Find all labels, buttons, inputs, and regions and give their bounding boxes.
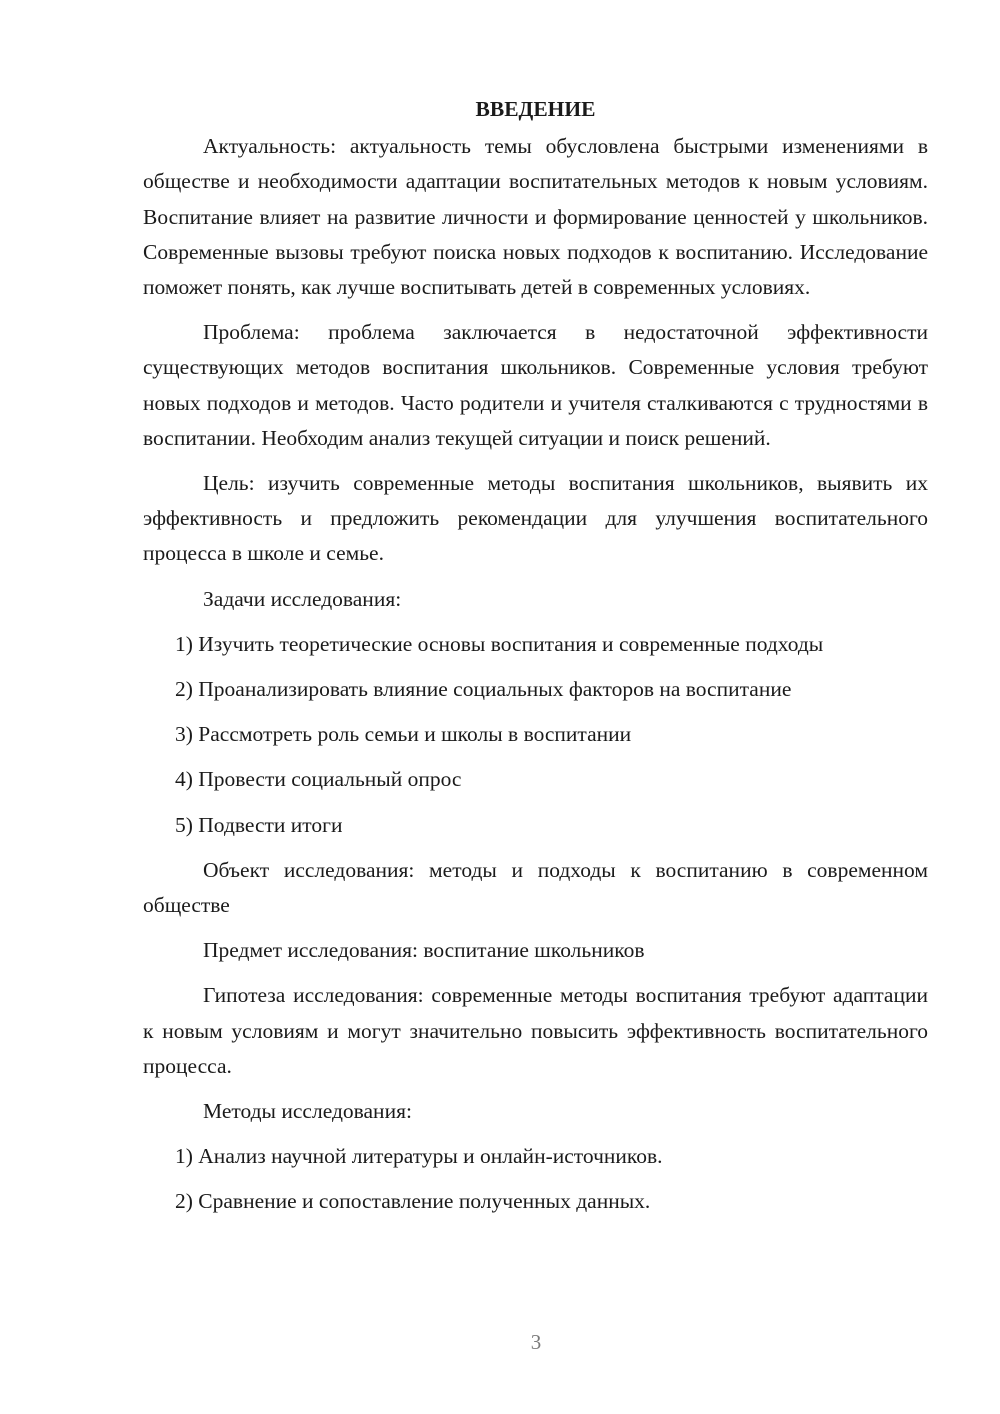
task-item: 2) Проанализировать влияние социальных факторов на воспитание [175, 677, 792, 702]
subject-paragraph: Предмет исследования: воспитание школьников [203, 938, 645, 963]
page-number: 3 [530, 1330, 542, 1354]
problem-paragraph: Проблема: проблема заключается в недостаточной эффективности существующих методов воспитания школьников. Современные условия требуют новых подходов и методов. Часто родители и учителя сталкиваются с трудностями в воспитании. Необходим анализ текущей ситуации и поиск решений. [143, 320, 928, 450]
section-title: ВВЕДЕНИЕ [475, 97, 596, 121]
relevance-paragraph: Актуальность: актуальность темы обусловлена быстрыми изменениями в обществе и необходимости адаптации воспитательных методов к новым условиям. Воспитание влияет на развитие личности и формирование ценностей у школьников. Современные вызовы требуют поиска новых подходов к воспитанию. Исследование поможет понять, как лучше воспитывать детей в современных условиях. [143, 134, 928, 300]
methods-list [143, 1139, 928, 1219]
goal-paragraph: Цель: изучить современные методы воспитания школьников, выявить их эффективность и предложить рекомендации для улучшения воспитательного процесса в школе и семье. [143, 471, 928, 566]
method-item: 1) Анализ научной литературы и онлайн-источников. [175, 1144, 663, 1169]
task-item: 3) Рассмотреть роль семьи и школы в воспитании [175, 722, 632, 747]
tasks-list [143, 627, 928, 843]
method-item: 2) Сравнение и сопоставление полученных данных. [175, 1189, 651, 1214]
tasks-heading: Задачи исследования: [203, 586, 402, 611]
task-item: 4) Провести социальный опрос [175, 767, 462, 792]
task-item: 5) Подвести итоги [175, 812, 343, 837]
hypothesis-paragraph: Гипотеза исследования: современные методы воспитания требуют адаптации к новым условиям и могут значительно повысить эффективность воспитательного процесса. [143, 983, 928, 1078]
object-paragraph: Объект исследования: методы и подходы к воспитанию в современном обществе [143, 857, 928, 918]
methods-heading: Методы исследования: [203, 1099, 412, 1124]
document-page [143, 92, 928, 1230]
task-item: 1) Изучить теоретические основы воспитания и современные подходы [175, 631, 824, 656]
